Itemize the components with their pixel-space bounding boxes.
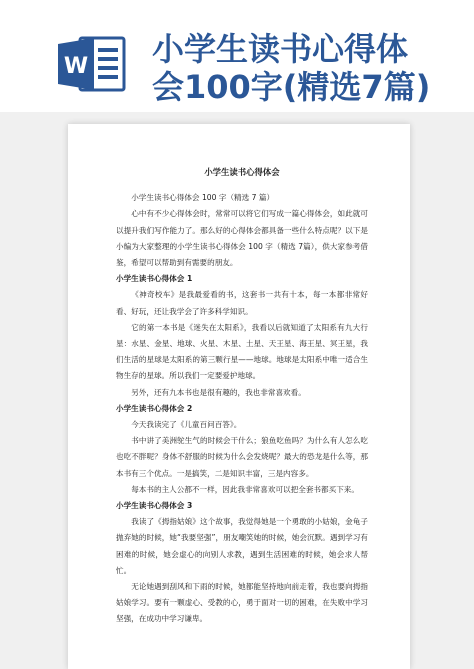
paragraph: 书中讲了美洲鸵生气的时候会干什么；狼鱼吃鱼吗？为什么有人怎么吃也吃不胖呢？身体不舒服的时候为什么会发烧呢？最大的恐龙是什么等，那本书有三个优点。一是搞笑，二是知识丰富，三是内容多。 xyxy=(116,436,368,478)
paragraph: 我读了《拇指姑娘》这个故事，我觉得她是一个勇敢的小姑娘，金龟子抛弃她的时候，她“我要坚强”，朋友嘲笑她的时候，她会沉默。遇到学习有困难的时候，她会虚心的向别人求教，遇到生活困难的时候，她会求人帮忙。 xyxy=(116,517,368,575)
word-document-icon xyxy=(58,36,126,92)
document-page xyxy=(68,124,410,669)
paragraph: 无论她遇到刮风和下雨的时候，她都能坚持地向前走着，我也要向拇指姑娘学习。要有一颗虚心、受教的心，勇于面对一切的困难，在失败中学习坚强，在成功中学习谦卑。 xyxy=(116,582,368,624)
paragraph: 小学生读书心得体会 100 字（精选 7 篇） xyxy=(131,193,275,203)
paragraph: 今天我读完了《儿童百问百答》。 xyxy=(131,420,242,430)
paragraph: 另外，还有九本书也是很有趣的，我也非常喜欢看。 xyxy=(131,387,306,397)
document-body xyxy=(116,164,368,628)
section-heading: 小学生读书心得体会 1 xyxy=(116,274,193,284)
section-heading: 小学生读书心得体会 2 xyxy=(116,403,193,413)
document-title: 小学生读书心得体会 xyxy=(204,167,280,177)
title-line-2: 会100字(精选7篇) xyxy=(152,68,431,106)
paragraph: 《神奇校车》是我最爱看的书，这套书一共有十本，每一本都非常好看、好玩，还让我学会了许多科学知识。 xyxy=(116,290,368,316)
svg-text:W: W xyxy=(63,54,89,79)
paragraph: 它的第一本书是《迷失在太阳系》，我看以后就知道了太阳系有九大行星：水星、金星、地球、火星、木星、土星、天王星、海王星、冥王星，我们生活的星球是太阳系的第三颗行星——地球。地球是太阳系中唯一适合生物生存的星球。所以我们一定要爱护地球。 xyxy=(116,322,368,381)
paragraph: 心中有不少心得体会时，常常可以将它们写成一篇心得体会，如此就可以提升我们写作能力了。那么好的心得体会都具备一些什么特点呢？以下是小编为大家整理的小学生读书心得体会 100 字（精选 7篇），供大家参考借鉴，希望可以帮助到有需要的朋友。 xyxy=(116,209,368,268)
banner xyxy=(0,0,474,112)
paragraph: 每本书的主人公都不一样，因此我非常喜欢可以把全套书都买下来。 xyxy=(131,484,359,494)
page-title xyxy=(152,30,472,106)
title-line-1: 小学生读书心得体 xyxy=(152,30,409,68)
section-heading: 小学生读书心得体会 3 xyxy=(116,501,193,511)
